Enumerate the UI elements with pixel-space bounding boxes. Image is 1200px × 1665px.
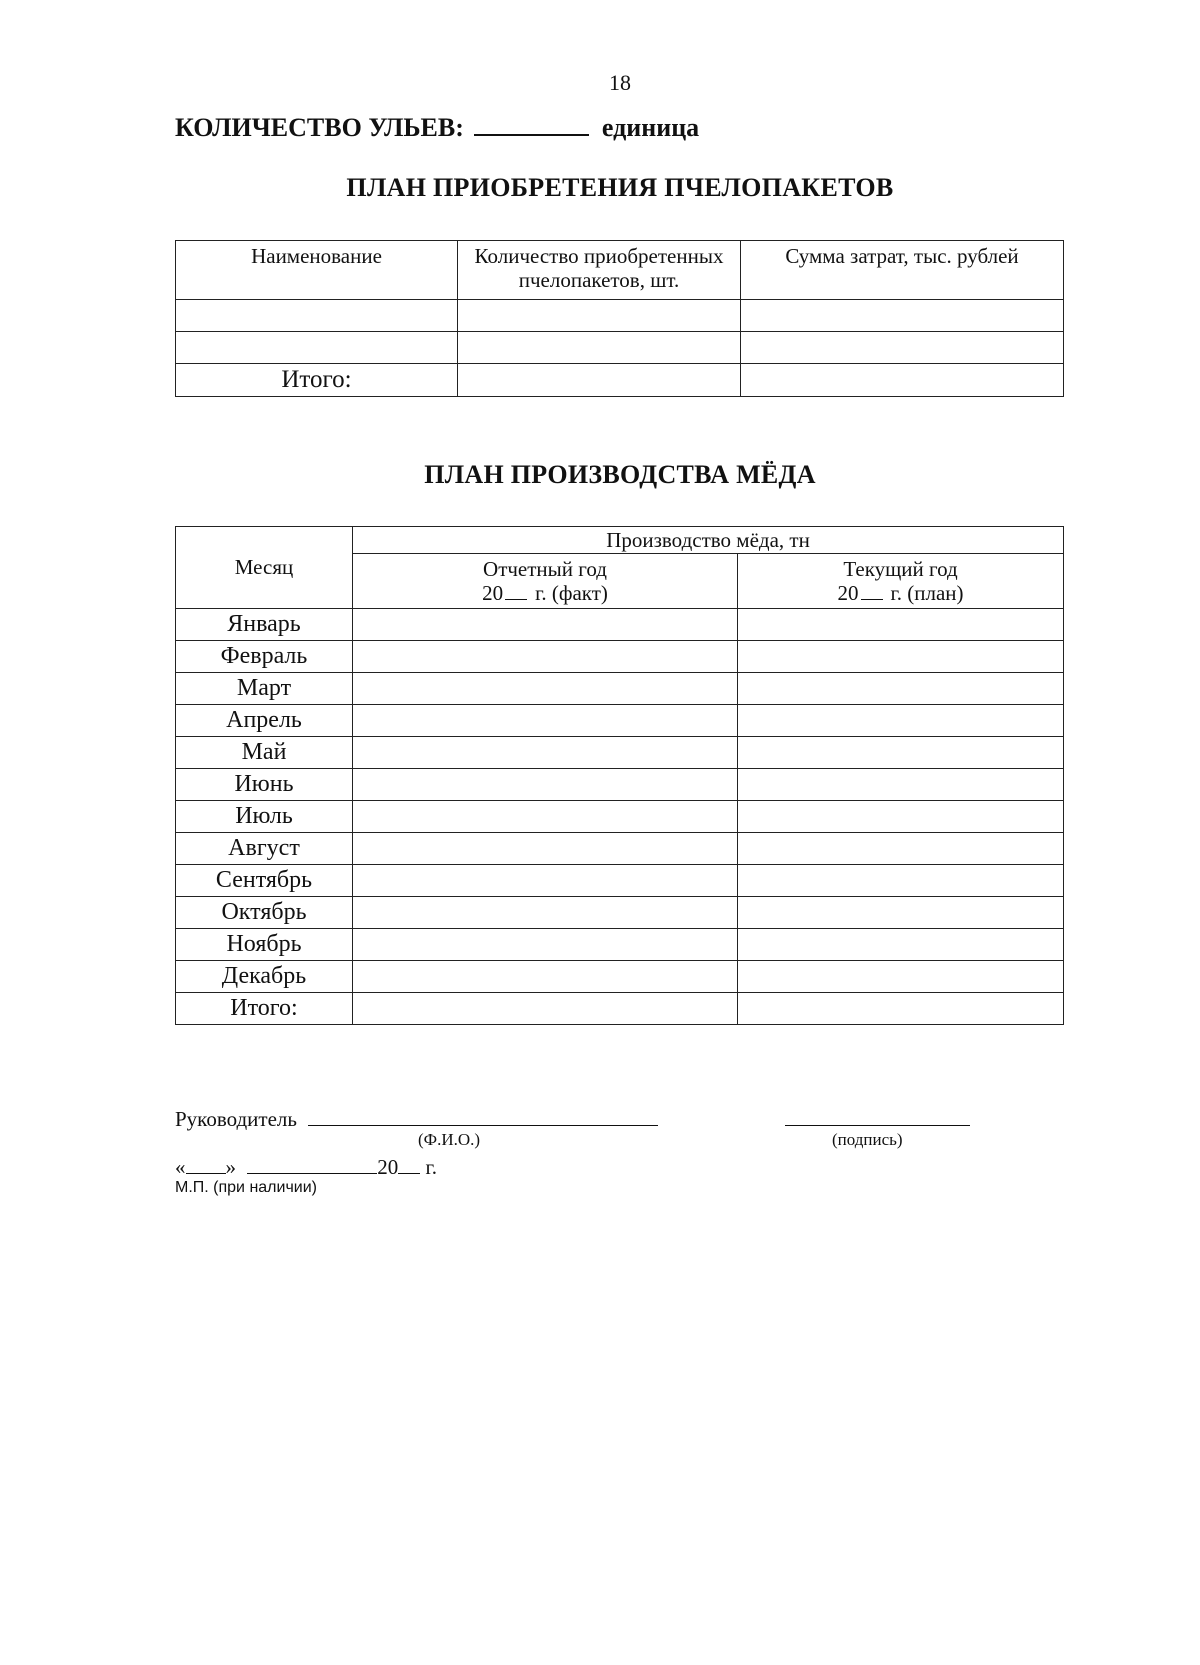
honey-col-reporting-year xyxy=(353,554,738,609)
current-year-cell[interactable] xyxy=(738,801,1064,833)
bees-plan-title: ПЛАН ПРИОБРЕТЕНИЯ ПЧЕЛОПАКЕТОВ xyxy=(346,173,894,202)
honey-total-row xyxy=(176,993,1064,1025)
date-open-quote: « xyxy=(175,1155,186,1179)
reporting-year-cell[interactable] xyxy=(353,801,738,833)
reporting-year-cell[interactable] xyxy=(353,737,738,769)
head-signature-row xyxy=(175,1105,658,1132)
reporting-year-total-cell[interactable] xyxy=(353,993,738,1025)
current-year-value: 20 г. (план) xyxy=(837,581,964,605)
bees-total-cost-cell[interactable] xyxy=(741,364,1064,397)
bees-name-cell[interactable] xyxy=(176,332,458,364)
signature-field[interactable] xyxy=(785,1105,970,1126)
current-year-cell[interactable] xyxy=(738,961,1064,993)
reporting-year-blank[interactable] xyxy=(505,585,527,600)
bees-name-cell[interactable] xyxy=(176,300,458,332)
current-year-cell[interactable] xyxy=(738,833,1064,865)
current-year-cell[interactable] xyxy=(738,673,1064,705)
reporting-year-value: 20 г. (факт) xyxy=(482,581,608,605)
month-label: Ноябрь xyxy=(176,929,353,961)
hives-count-line xyxy=(175,112,699,143)
signature-caption: (подпись) xyxy=(832,1130,903,1149)
date-year-field[interactable] xyxy=(398,1153,420,1174)
bees-total-quantity-cell[interactable] xyxy=(458,364,741,397)
table-row xyxy=(176,769,1064,801)
bees-total-label: Итого: xyxy=(176,364,458,397)
date-month-field[interactable] xyxy=(247,1153,377,1174)
honey-col-group: Производство мёда, тн xyxy=(353,527,1064,554)
head-label: Руководитель xyxy=(175,1107,297,1131)
month-label: Январь xyxy=(176,609,353,641)
month-label: Май xyxy=(176,737,353,769)
honey-production-table xyxy=(175,526,1064,1025)
table-row xyxy=(176,673,1064,705)
honey-plan-title: ПЛАН ПРОИЗВОДСТВА МЁДА xyxy=(424,460,816,489)
month-label: Июль xyxy=(176,801,353,833)
bees-cost-cell[interactable] xyxy=(741,300,1064,332)
table-row xyxy=(176,300,1064,332)
table-row xyxy=(176,929,1064,961)
current-year-cell[interactable] xyxy=(738,865,1064,897)
reporting-year-cell[interactable] xyxy=(353,705,738,737)
table-row xyxy=(176,641,1064,673)
signature-field-wrap xyxy=(785,1105,970,1132)
bees-col-name: Наименование xyxy=(176,241,458,300)
table-row xyxy=(176,865,1064,897)
month-label: Июнь xyxy=(176,769,353,801)
reporting-year-cell[interactable] xyxy=(353,641,738,673)
honey-col-current-year xyxy=(738,554,1064,609)
month-label: Август xyxy=(176,833,353,865)
reporting-year-cell[interactable] xyxy=(353,609,738,641)
table-row xyxy=(176,961,1064,993)
stamp-note: М.П. (при наличии) xyxy=(175,1179,317,1196)
honey-table-header-row xyxy=(176,527,1064,554)
date-year-prefix: 20 xyxy=(377,1155,399,1179)
month-label: Октябрь xyxy=(176,897,353,929)
hives-unit: единица xyxy=(601,113,700,142)
date-year-suffix: г. xyxy=(425,1155,437,1179)
page-number: 18 xyxy=(609,70,631,95)
hives-count-blank[interactable] xyxy=(474,112,589,136)
date-close-quote: » xyxy=(225,1155,236,1179)
bees-table-header-row xyxy=(176,241,1064,300)
current-year-cell[interactable] xyxy=(738,897,1064,929)
month-label: Март xyxy=(176,673,353,705)
honey-col-month: Месяц xyxy=(176,527,353,609)
table-row xyxy=(176,897,1064,929)
current-year-cell[interactable] xyxy=(738,929,1064,961)
current-year-cell[interactable] xyxy=(738,641,1064,673)
reporting-year-cell[interactable] xyxy=(353,833,738,865)
reporting-year-cell[interactable] xyxy=(353,865,738,897)
honey-table-body xyxy=(176,609,1064,1025)
current-year-cell[interactable] xyxy=(738,737,1064,769)
date-row xyxy=(175,1153,437,1180)
reporting-year-cell[interactable] xyxy=(353,897,738,929)
honey-total-label: Итого: xyxy=(176,993,353,1025)
bees-col-quantity: Количество приобретенных пчелопакетов, шт. xyxy=(458,241,741,300)
reporting-year-cell[interactable] xyxy=(353,673,738,705)
current-year-blank[interactable] xyxy=(861,585,883,600)
date-day-field[interactable] xyxy=(186,1153,226,1174)
table-row xyxy=(176,801,1064,833)
month-label: Апрель xyxy=(176,705,353,737)
reporting-year-label: Отчетный год xyxy=(483,556,607,581)
month-label: Февраль xyxy=(176,641,353,673)
fio-caption: (Ф.И.О.) xyxy=(418,1130,481,1149)
current-year-cell[interactable] xyxy=(738,609,1064,641)
current-year-label: Текущий год xyxy=(843,556,958,581)
bees-cost-cell[interactable] xyxy=(741,332,1064,364)
table-row xyxy=(176,705,1064,737)
reporting-year-cell[interactable] xyxy=(353,769,738,801)
hives-label: КОЛИЧЕСТВО УЛЬЕВ: xyxy=(175,113,464,142)
month-label: Сентябрь xyxy=(176,865,353,897)
bees-purchase-table xyxy=(175,240,1064,397)
reporting-year-cell[interactable] xyxy=(353,961,738,993)
current-year-cell[interactable] xyxy=(738,769,1064,801)
table-row xyxy=(176,332,1064,364)
head-fio-field[interactable] xyxy=(308,1105,658,1126)
bees-col-cost: Сумма затрат, тыс. рублей xyxy=(741,241,1064,300)
table-row xyxy=(176,737,1064,769)
table-row xyxy=(176,609,1064,641)
current-year-total-cell[interactable] xyxy=(738,993,1064,1025)
bees-quantity-cell[interactable] xyxy=(458,332,741,364)
current-year-cell[interactable] xyxy=(738,705,1064,737)
month-label: Декабрь xyxy=(176,961,353,993)
reporting-year-cell[interactable] xyxy=(353,929,738,961)
bees-total-row xyxy=(176,364,1064,397)
bees-quantity-cell[interactable] xyxy=(458,300,741,332)
table-row xyxy=(176,833,1064,865)
